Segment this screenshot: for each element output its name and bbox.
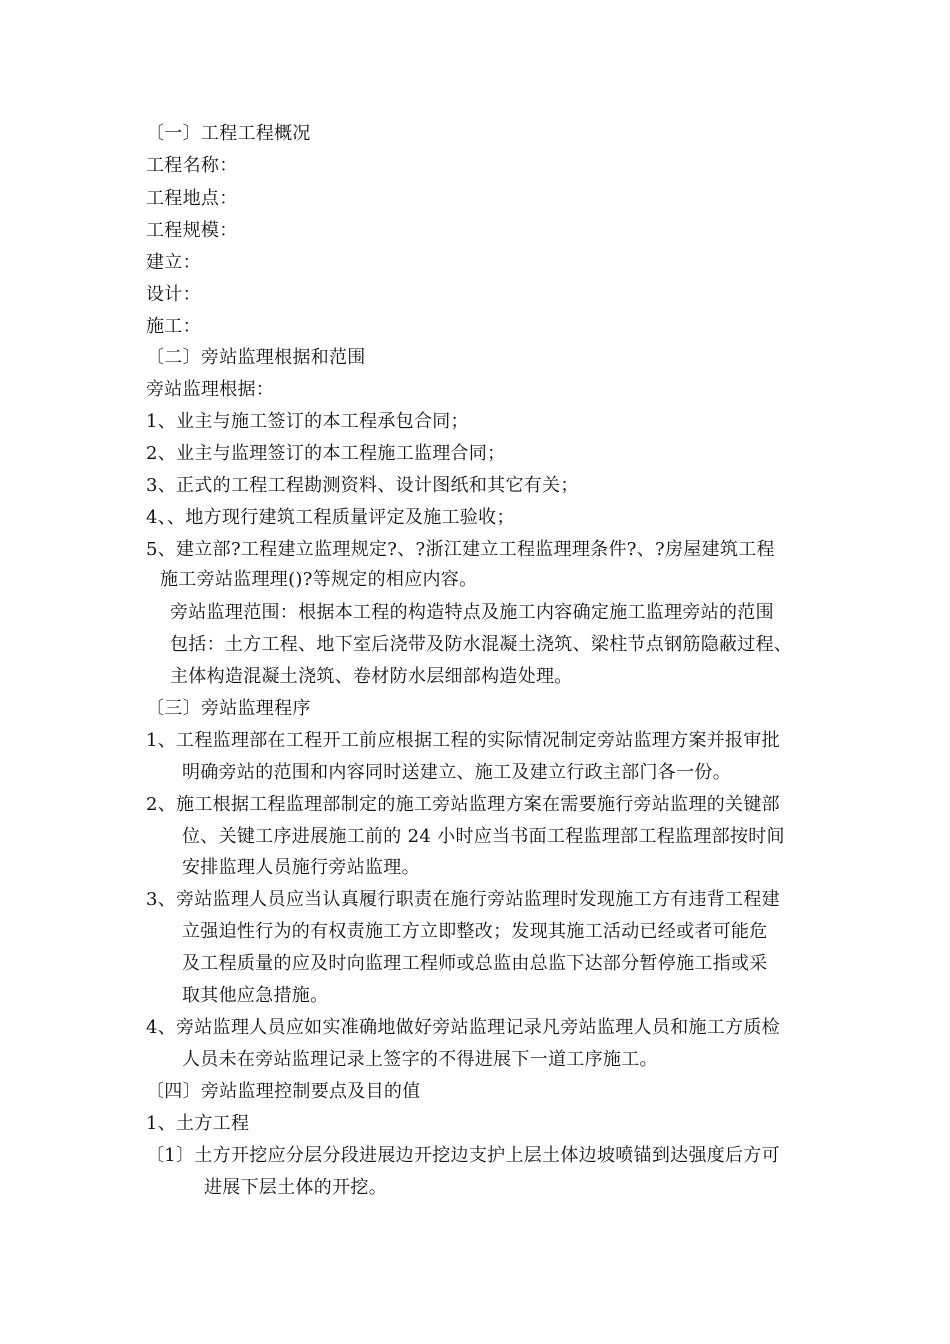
basis-label: 旁站监理根据：	[146, 379, 275, 400]
basis-item-1: 1、业主与施工签订的本工程承包合同；	[146, 411, 469, 432]
field-construction: 施工：	[146, 316, 201, 337]
basis-item-5: 5、建立部?工程建立监理规定?、?浙江建立工程监理理条件?、?房屋建筑工程	[146, 539, 775, 560]
procedure-item-4-cont: 人员未在旁站监理记录上签字的不得进展下一道工序施工。	[182, 1049, 658, 1070]
field-project-name: 工程名称：	[146, 155, 238, 176]
basis-item-5-cont: 施工旁站监理理()?等规定的相应内容。	[160, 569, 478, 590]
scope-paragraph-line-2: 包括：土方工程、地下室后浇带及防水混凝土浇筑、梁柱节点钢筋隐蔽过程、	[170, 634, 793, 655]
procedure-item-2-cont-1: 位、关键工序进展施工前的 24 小时应当书面工程监理部工程监理部按时间	[182, 826, 785, 847]
procedure-item-3-cont-2: 及工程质量的应及时向监理工程师或总监由总监下达部分暂停施工指或采	[182, 953, 768, 974]
control-sub-item-1: 〔1〕土方开挖应分层分段进展边开挖边支护上层土体边坡喷锚到达强度后方可	[146, 1145, 780, 1166]
scope-paragraph-line-3: 主体构造混凝土浇筑、卷材防水层细部构造处理。	[170, 666, 573, 687]
procedure-item-4: 4、旁站监理人员应如实准确地做好旁站监理记录凡旁站监理人员和施工方质检	[146, 1017, 780, 1038]
procedure-item-3: 3、旁站监理人员应当认真履行职责在施行旁站监理时发现施工方有违背工程建	[146, 889, 780, 910]
scope-paragraph-line-1: 旁站监理范围：根据本工程的构造特点及施工内容确定施工监理旁站的范围	[170, 602, 774, 623]
basis-item-4: 4、、地方现行建筑工程质量评定及施工验收；	[146, 507, 515, 528]
field-project-scale: 工程规模：	[146, 220, 238, 241]
field-project-location: 工程地点：	[146, 188, 238, 209]
control-sub-item-1-cont: 进展下层土体的开挖。	[204, 1177, 387, 1198]
procedure-item-1: 1、工程监理部在工程开工前应根据工程的实际情况制定旁站监理方案并报审批	[146, 730, 780, 751]
field-design: 设计：	[146, 284, 201, 305]
procedure-item-2: 2、施工根据工程监理部制定的施工旁站监理方案在需要施行旁站监理的关键部	[146, 794, 780, 815]
section-heading-2: 〔二〕旁站监理根据和范围	[146, 347, 366, 368]
field-builder: 建立：	[146, 252, 201, 273]
section-heading-4: 〔四〕旁站监理控制要点及目的值	[146, 1081, 421, 1102]
procedure-item-3-cont-1: 立强迫性行为的有权责施工方立即整改；发现其施工活动已经或者可能危	[182, 921, 768, 942]
basis-item-3: 3、正式的工程工程勘测资料、设计图纸和其它有关；	[146, 475, 579, 496]
section-heading-3: 〔三〕旁站监理程序	[146, 698, 311, 719]
basis-item-2: 2、业主与监理签订的本工程施工监理合同；	[146, 443, 506, 464]
control-item-1: 1、土方工程	[146, 1113, 250, 1134]
procedure-item-3-cont-3: 取其他应急措施。	[182, 985, 329, 1006]
procedure-item-1-cont: 明确旁站的范围和内容同时送建立、施工及建立行政主部门各一份。	[182, 762, 731, 783]
section-heading-1: 〔一〕工程工程概况	[146, 123, 311, 144]
procedure-item-2-cont-2: 安排监理人员施行旁站监理。	[182, 857, 420, 878]
